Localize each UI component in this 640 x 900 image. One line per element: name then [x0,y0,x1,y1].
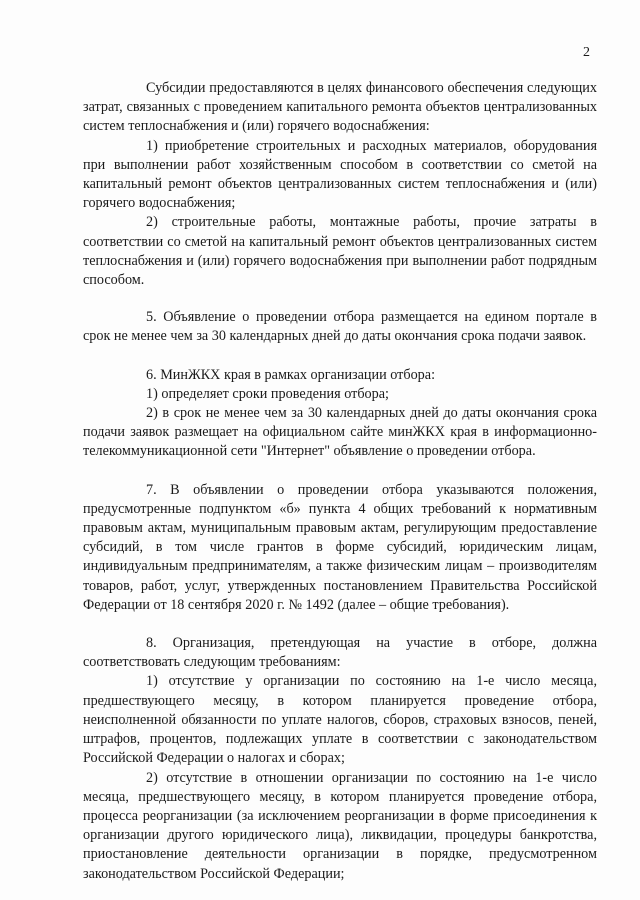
page-number: 2 [583,45,590,60]
document-body [83,79,597,884]
spacer [83,462,597,481]
paragraph-section-8-item-2: 2) отсутствие в отношении организации по состоянию на 1-е число месяца, предшествующего месяцу, в котором планируется проведение отбора, процесса реорганизации (за исключением реорганизации в форме присоединения к организации другого юридического лица), ликвидации, процедуры банкротства, приостановление деятельности организации в порядке, предусмотренном законодательством Российской Федерации; [83,769,597,882]
paragraph-item-materials: 1) приобретение строительных и расходных материалов, оборудования при выполнении работ хозяйственным способом в соответствии со сметой на капитальный ремонт объектов централизованных систем теплоснабжения и (или) горячего водоснабжения; [83,137,597,212]
paragraph-section-8-item-1: 1) отсутствие у организации по состоянию на 1-е число месяца, предшествующего месяцу, в котором планируется проведение отбора, неисполненной обязанности по уплате налогов, сборов, страховых взносов, пеней, штрафов, процентов, подлежащих уплате в соответствии с законодательством Российской Федерации о налогах и сборах; [83,673,597,767]
paragraph-subsidy-purpose: Субсидии предоставляются в целях финансового обеспечения следующих затрат, связанных с проведением капитального ремонта объектов централизованных систем теплоснабжения и (или) горячего водоснабжения: [83,80,597,135]
paragraph-section-6-item-1: 1) определяет сроки проведения отбора; [146,385,389,402]
paragraph-item-construction: 2) строительные работы, монтажные работы, прочие затраты в соответствии со сметой на капитальный ремонт объектов централизованных систем теплоснабжения и (или) горячего водоснабжения при выполнении работ подрядным способом. [83,214,597,289]
paragraph-section-6: 6. МинЖКХ края в рамках организации отбора: [146,366,436,383]
paragraph-section-6-item-2: 2) в срок не менее чем за 30 календарных дней до даты окончания срока подачи заявок размещает на официальном сайте минЖКХ края в информационно-телекоммуникационной сети "Интернет" объявление о проведении отбора. [83,405,597,460]
paragraph-section-8: 8. Организация, претендующая на участие в отборе, должна соответствовать следующим требованиям: [83,635,597,671]
paragraph-section-7: 7. В объявлении о проведении отбора указываются положения, предусмотренные подпунктом «б» пункта 4 общих требований к нормативным правовым актам, муниципальным правовым актам, регулирующим предоставление субсидий, в том числе грантов в форме субсидий, юридическим лицам, индивидуальным предпринимателям, а также физическим лицам – производителям товаров, работ, услуг, утвержденных постановлением Правительства Российской Федерации от 18 сентября 2020 г. № 1492 (далее – общие требования). [83,481,597,613]
spacer [83,290,597,308]
paragraph-section-5: 5. Объявление о проведении отбора размещается на едином портале в срок не менее чем за 30 календарных дней до даты окончания срока подачи заявок. [83,309,597,345]
spacer [83,615,597,634]
spacer [83,347,597,366]
